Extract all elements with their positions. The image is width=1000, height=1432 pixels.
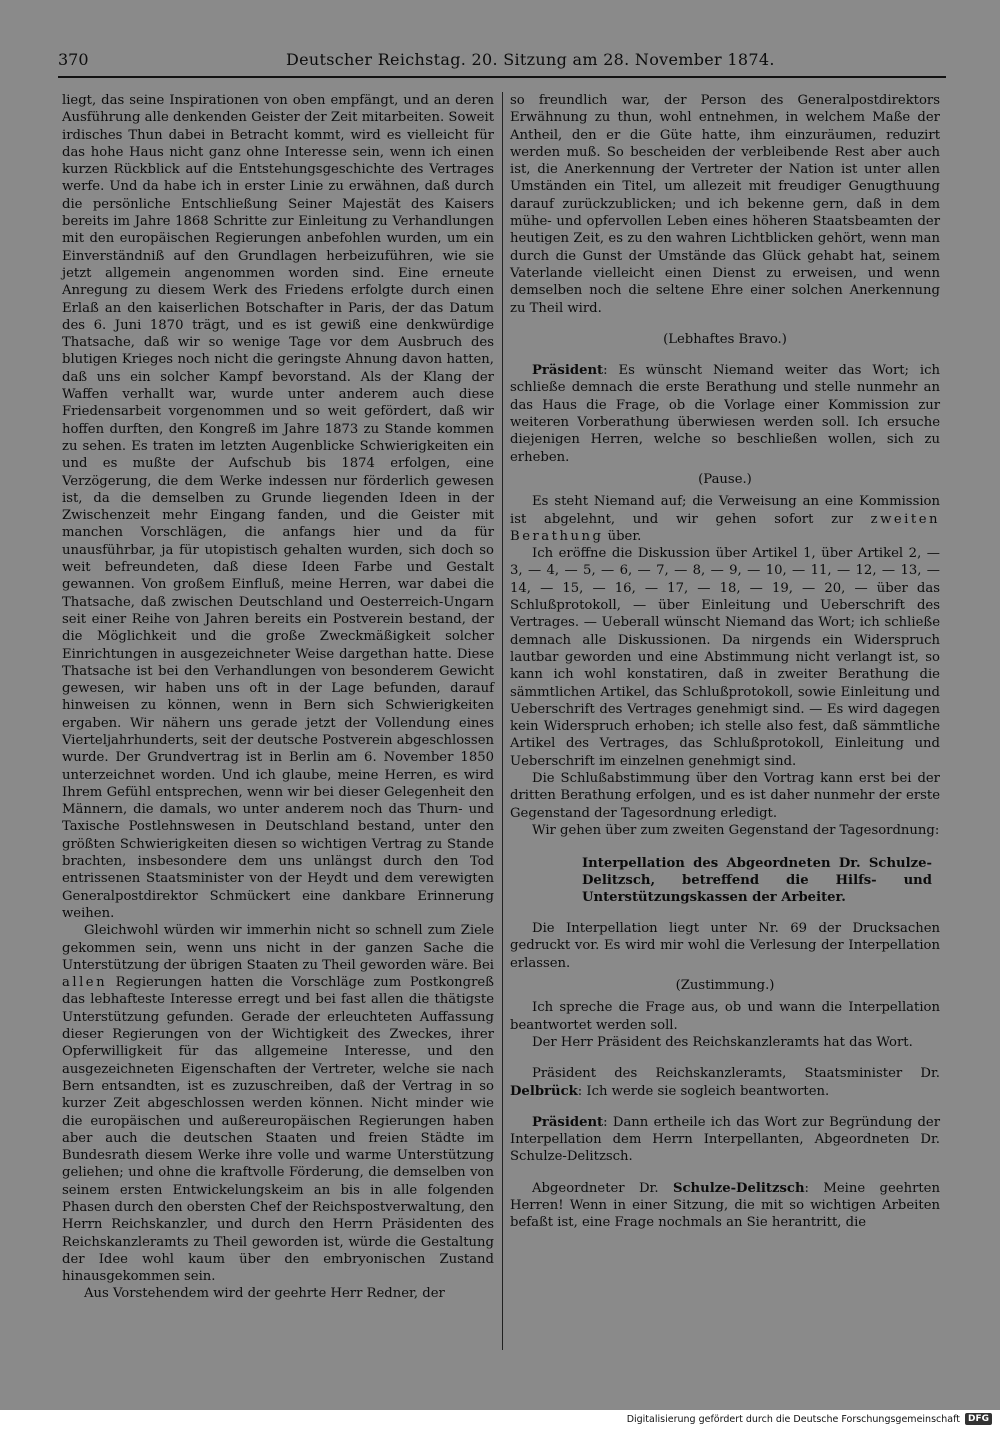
- page-number: 370: [58, 50, 89, 69]
- left-paragraph-3: Aus Vorstehendem wird der geehrte Herr Redner, der: [84, 1286, 445, 1302]
- assent-note: (Zustimmung.): [675, 978, 775, 994]
- right-paragraph-5: Die Schlußabstimmung über den Vortrag kann erst bei der dritten Berathung erfolgen, und es ist daher nunmehr der erste Gegenstand der Tagesordnung erledigt.: [510, 770, 940, 821]
- speaker-president-2: Präsident: [532, 1114, 604, 1130]
- right-p2-text: : Es wünscht Niemand weiter das Wort; ich schließe demnach die erste Berathung und stelle nunmehr an das Haus die Frage, ob die Vorlage einer Kommission zur weiteren Vorberathung überwiesen werden soll. Ich ersuche diejenigen Herren, welche so beschließen wollen, sich zu erheben.: [510, 363, 940, 465]
- right-column: [510, 92, 940, 1232]
- left-p2-end: Regierungen hatten die Vorschläge zum Postkongreß das lebhafteste Interesse erregt und bei fast allen die thätigste Unterstützung gefunden. Gerade der erleuchteten Auffassung dieser Regierungen von der Wichtigkeit des Zweckes, ihrer Opferwilligkeit für das allgemeine Interesse, und den ausgezeichneten Eigenschaften der Vertreter, welche sie nach Bern entsandten, ist es zuzuschreiben, daß der Vertrag in so kurzer Zeit abgeschlossen werden können. Nicht minder wie die europäischen und außereuropäischen Regierungen haben aber auch die deutschen Staaten und freien Städte im Bundesrath diesem Werke ihre volle und warme Unterstützung geliehen; und ohne die kraftvolle Förderung, die demselben von seinem ersten Entwickelungskeim an bis in alle folgenden Phasen durch den obersten Chef der Reichspostverwaltung, den Herrn Reichskanzler, und durch den Herrn Präsidenten des Reichskanzleramts zu Theil geworden ist, würde die Gestaltung der Idee wohl kaum über den embryonischen Zustand hinausgekommen sein.: [62, 975, 494, 1285]
- page-footer: [0, 1410, 1000, 1432]
- right-paragraph-3: [510, 493, 940, 545]
- speaker-schulze-delitzsch: Schulze-Delitzsch: [672, 1180, 805, 1196]
- left-paragraph-2: [62, 922, 494, 1285]
- right-paragraph-12: [510, 1180, 940, 1232]
- right-p12-start: Abgeordneter Dr.: [532, 1180, 673, 1196]
- column-divider: [502, 92, 503, 1350]
- agenda-heading: Interpellation des Abgeordneten Dr. Schulze-Delitzsch, betreffend die Hilfs- und Unterstützungskassen der Arbeiter.: [582, 856, 932, 906]
- right-p10-end: : Ich werde sie sogleich beantworten.: [577, 1083, 830, 1099]
- left-column: [62, 92, 494, 1303]
- right-paragraph-2: [510, 362, 940, 466]
- speaker-president-1: Präsident: [532, 363, 604, 379]
- speaker-delbrueck: Delbrück: [510, 1083, 578, 1099]
- right-p3-end: über.: [603, 528, 642, 544]
- running-title: Deutscher Reichstag. 20. Sitzung am 28. November 1874.: [286, 50, 775, 69]
- right-paragraph-11: [510, 1114, 940, 1166]
- right-paragraph-8: Ich spreche die Frage aus, ob und wann die Interpellation beantwortet werden soll.: [510, 1000, 940, 1033]
- left-p2-start: Gleichwohl würden wir immerhin nicht so schnell zum Ziele gekommen sein, wenn uns nicht in der ganzen Sache die Unterstützung der übrigen Staaten zu Theil geworden wäre. Bei: [62, 923, 494, 973]
- applause-note: (Lebhaftes Bravo.): [663, 331, 787, 347]
- right-p3-emphasis: zweiten Berathung: [510, 511, 940, 544]
- right-p3-start: Es steht Niemand auf; die Verweisung an eine Kommission ist abgelehnt, und wir gehen sofort zur: [510, 494, 940, 527]
- right-paragraph-7: Die Interpellation liegt unter Nr. 69 der Drucksachen gedruckt vor. Es wird mir wohl die Verlesung der Interpellation erlassen.: [510, 921, 940, 971]
- pause-note: (Pause.): [698, 471, 752, 487]
- dfg-logo: DFG: [965, 1413, 992, 1425]
- header-rule: [58, 76, 946, 78]
- right-p10-start: Präsident des Reichskanzleramts, Staatsminister Dr.: [532, 1066, 940, 1082]
- right-paragraph-4: Ich eröffne die Diskussion über Artikel 1, über Artikel 2, — 3, — 4, — 5, — 6, — 7, — 8, — 9, — 10, — 11, — 12, — 13, — 14, — 15, — 16, — 17, — 18, — 19, — 20, — über das Schlußprotokoll, — über Einleitung und Ueberschrift des Vertrages. — Ueberall wünscht Niemand das Wort; ich schließe demnach alle Diskussionen. Da nirgends ein Widerspruch lautbar geworden und eine Abstimmung nicht verlangt ist, so kann ich wohl konstatiren, daß in zweiter Berathung die sämmtlichen Artikel, das Schlußprotokoll, sowie Einleitung und Ueberschrift des Vertrages genehmigt sind. — Es wird dagegen kein Widerspruch erhoben; ich stelle also fest, daß sämmtliche Artikel des Vertrages, das Schlußprotokoll, Einleitung und Ueberschrift im einzelnen genehmigt sind.: [510, 546, 940, 769]
- left-paragraph-1: liegt, das seine Inspirationen von oben empfängt, und an deren Ausführung alle denkenden Geister der Zeit mitarbeiten. Soweit irdisches Thun dabei in Betracht kommt, wird es vielleicht für das hohe Haus nicht ganz ohne Interesse sein, wenn ich einen kurzen Rückblick auf die Entstehungsgeschichte des Vertrages werfe. Und da habe ich in erster Linie zu erwähnen, daß durch die persönliche Entschließung Seiner Majestät des Kaisers bereits im Jahre 1868 Schritte zur Einleitung zu Verhandlungen mit den europäischen Regierungen anbefohlen wurden, um ein Einverständniß auf den Grundlagen herbeizuführen, wie sie jetzt allgemein angenommen worden sind. Eine erneute Anregung zu diesem Werk des Friedens erfolgte durch einen Erlaß an den kaiserlichen Botschafter in Paris, der das Datum des 6. Juni 1870 trägt, und es ist gewiß eine denkwürdige Thatsache, daß wir so wenige Tage vor dem Ausbruch des blutigen Krieges noch nicht die geringste Ahnung davon hatten, daß uns ein solcher Kampf bevorstand. Als der Klang der Waffen verhallt war, wurde unter anderem auch diese Friedensarbeit vorgenommen und so weit gefördert, daß wir hoffen durften, den Kongreß im Jahre 1873 zu Stande kommen zu sehen. Es traten im letzten Augenblicke Schwierigkeiten ein und es mußte der Aufschub bis 1874 erfolgen, eine Verzögerung, die dem Werke indessen nur förderlich gewesen ist, da die demselben zu Grunde liegenden Ideen in der Zwischenzeit mehr Eingang fanden, und die Geister mit manchen Vorschlägen, die anfangs hier und da für unausführbar, ja für utopistisch gehalten wurden, sich doch so weit befreundeten, daß diese Ideen Farbe und Gestalt gewannen. Von großem Einfluß, meine Herren, war dabei die Thatsache, daß zwischen Deutschland und Oesterreich-Ungarn seit einer Reihe von Jahren bereits ein Postverein bestand, der die Möglichkeit und die große Zweckmäßigkeit solcher Einrichtungen in ausgezeichneter Weise dargethan hatte. Diese Thatsache ist bei den Verhandlungen von besonderem Gewicht gewesen, wir haben uns oft in der Lage befunden, darauf hinweisen zu können, wenn in Bern sich Schwierigkeiten ergaben. Wir nähern uns gerade jetzt der Vollendung eines Vierteljahrhunderts, seit der deutsche Postverein abgeschlossen wurde. Der Grundvertrag ist in Berlin am 6. November 1850 unterzeichnet worden. Und ich glaube, meine Herren, es wird Ihrem Gefühl entsprechen, wenn wir bei dieser Gelegenheit den Männern, die damals, wo unter anderem noch das Thurn- und Taxische Postlehnswesen in Deutschland bestand, unter den größten Schwierigkeiten diesen so wichtigen Vertrag zu Stande brachten, insbesondere dem uns unlängst durch den Tod entrissenen Staatsminister von der Heydt und dem verewigten Generalpostdirektor Schmückert eine dankbare Erinnerung weihen.: [62, 93, 494, 921]
- right-paragraph-6: Wir gehen über zum zweiten Gegenstand der Tagesordnung:: [532, 822, 940, 838]
- right-p11-text: : Dann ertheile ich das Wort zur Begründung der Interpellation dem Herrn Interpellanten, Abgeordneten Dr. Schulze-Delitzsch.: [510, 1114, 940, 1165]
- right-paragraph-10: [510, 1065, 940, 1100]
- funding-credit: Digitalisierung gefördert durch die Deutsche Forschungsgemeinschaft: [626, 1414, 960, 1425]
- right-paragraph-1: so freundlich war, der Person des Generalpostdirektors Erwähnung zu thun, wohl entnehmen, in welchem Maße der Antheil, den er die Güte hatte, ihm einzuräumen, reduzirt werden muß. So bescheiden der verbleibende Rest aber auch ist, die Anerkennung der Vertreter der Nation ist unter allen Umständen ein Titel, um allezeit mit freudiger Genugthuung darauf zurückzublicken; und ich bekenne gern, daß in dem mühe- und opfervollen Leben eines höheren Staatsbeamten der heutigen Zeit, es zu den wahren Lichtblicken gehört, wenn man durch die Gunst der Umstände das Glück gehabt hat, seinem Vaterlande vielleicht einen Dienst zu erweisen, und wenn demselben noch die seltene Ehre einer solchen Anerkennung zu Theil wird.: [510, 93, 940, 316]
- right-p12-end: : Meine geehrten Herren! Wenn in einer Sitzung, die mit so wichtigen Arbeiten befaßt ist, eine Frage nochmals an Sie herantritt, die: [510, 1180, 940, 1231]
- page-header: [58, 50, 946, 76]
- left-p2-emphasis: allen: [62, 975, 108, 991]
- right-paragraph-9: Der Herr Präsident des Reichskanzleramts hat das Wort.: [532, 1034, 913, 1050]
